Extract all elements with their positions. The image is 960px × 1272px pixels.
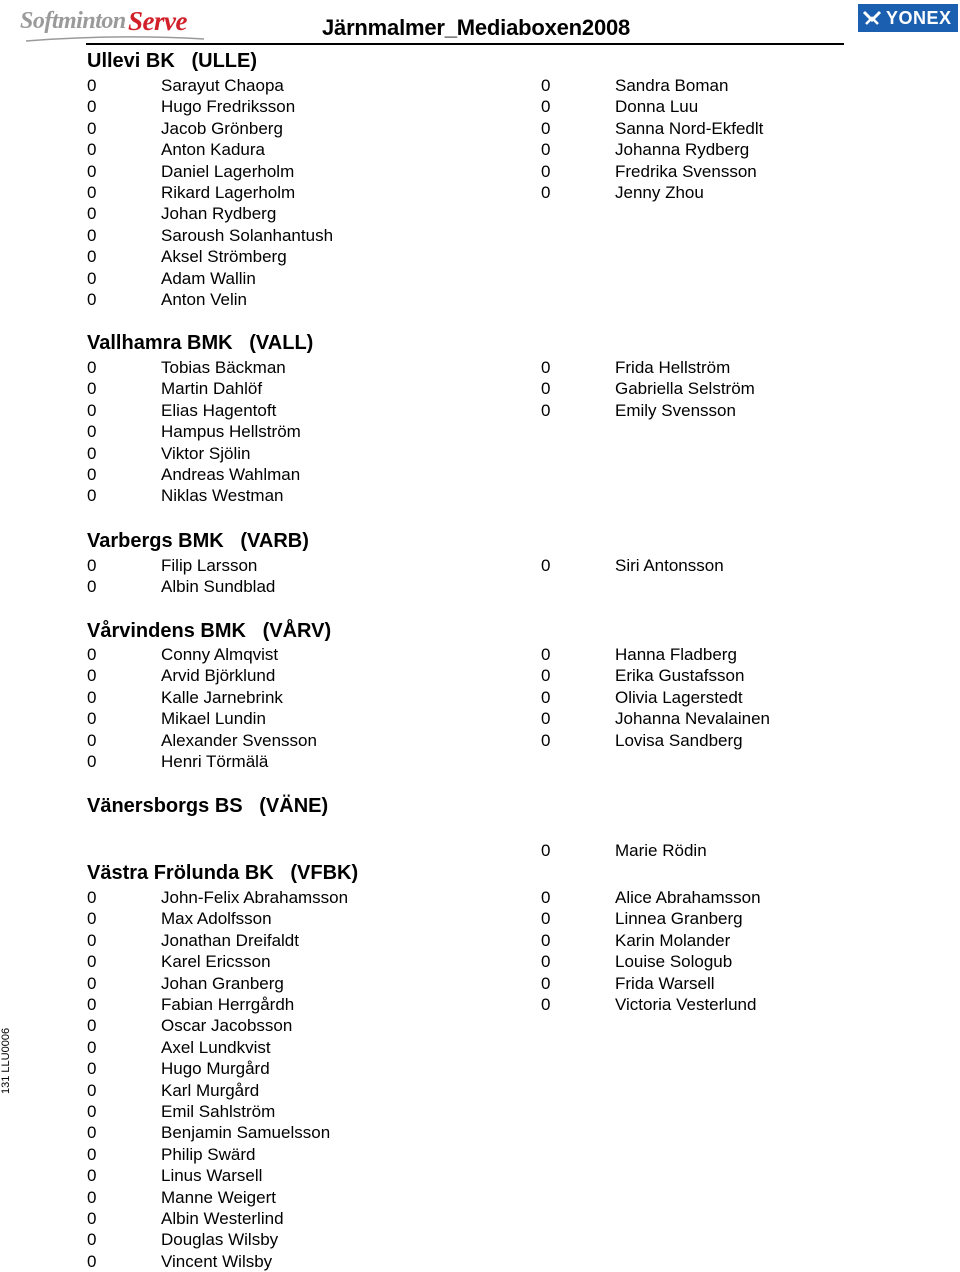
- player-number: 0: [87, 358, 97, 377]
- player-name: Viktor Sjölin: [161, 443, 251, 463]
- player-number: 0: [87, 1144, 97, 1164]
- player-name: Linnea Granberg: [615, 909, 743, 929]
- player-number: 0: [87, 118, 97, 138]
- player-name: Frida Hellström: [615, 358, 731, 377]
- player-name: Sarayut Chaopa: [161, 76, 284, 95]
- player-name: Elias Hagentoft: [161, 400, 277, 420]
- player-name: Anton Velin: [161, 290, 248, 309]
- player-number: 0: [87, 645, 97, 664]
- player-number: 0: [541, 909, 551, 929]
- player-name: Gabriella Selström: [615, 379, 755, 399]
- player-name: Hampus Hellström: [161, 422, 301, 442]
- player-number: 0: [87, 930, 97, 950]
- player-name: Hanna Fladberg: [615, 645, 737, 664]
- player-number: 0: [87, 161, 97, 181]
- player-number: 0: [87, 422, 97, 442]
- player-number: 0: [87, 687, 97, 707]
- player-name: Karin Molander: [615, 930, 731, 950]
- player-number: 0: [541, 995, 551, 1014]
- player-name: Karel Ericsson: [161, 952, 271, 972]
- player-name: Linus Warsell: [161, 1166, 263, 1186]
- player-name: Oscar Jacobsson: [161, 1016, 293, 1036]
- player-number: 0: [541, 400, 551, 420]
- player-name: Johanna Rydberg: [615, 140, 750, 160]
- player-number: 0: [541, 161, 551, 181]
- player-name: John-Felix Abrahamsson: [161, 888, 349, 907]
- player-number: 0: [87, 752, 97, 771]
- player-number: 0: [541, 930, 551, 950]
- player-number: 0: [87, 290, 97, 309]
- player-number: 0: [87, 1037, 97, 1057]
- player-number: 0: [87, 1251, 97, 1271]
- player-number: 0: [87, 140, 97, 160]
- player-name: Conny Almqvist: [161, 645, 279, 664]
- player-number: 0: [87, 97, 97, 117]
- yonex-logo: [858, 4, 958, 32]
- player-number: 0: [541, 118, 551, 138]
- player-name: Sanna Nord-Ekfedlt: [615, 118, 764, 138]
- player-name: Erika Gustafsson: [615, 666, 745, 686]
- player-number: 0: [87, 995, 97, 1014]
- club-title: Vårvindens BMK (VÅRV): [87, 620, 332, 642]
- player-name: Hugo Fredriksson: [161, 97, 296, 117]
- player-number: 0: [541, 358, 551, 377]
- player-name: Anton Kadura: [161, 140, 265, 160]
- player-name: Manne Weigert: [161, 1187, 276, 1207]
- player-name: Victoria Vesterlund: [615, 995, 757, 1014]
- player-name: Axel Lundkvist: [161, 1037, 271, 1057]
- player-number: 0: [541, 556, 551, 575]
- player-name: Kalle Jarnebrink: [161, 687, 283, 707]
- player-number: 0: [541, 76, 551, 95]
- player-number: 0: [87, 1209, 97, 1228]
- player-name: Tobias Bäckman: [161, 358, 286, 377]
- player-name: Benjamin Samuelsson: [161, 1123, 331, 1143]
- player-name: Johan Rydberg: [161, 204, 277, 224]
- player-name: Max Adolfsson: [161, 909, 272, 929]
- player-number: 0: [541, 730, 551, 750]
- softminton-serve-logo: [20, 6, 200, 44]
- player-name: Mikael Lundin: [161, 709, 266, 729]
- player-name: Albin Westerlind: [161, 1209, 284, 1228]
- player-name: Andreas Wahlman: [161, 465, 301, 484]
- player-number: 0: [87, 1080, 97, 1100]
- player-name: Adam Wallin: [161, 268, 256, 288]
- player-name: Jacob Grönberg: [161, 118, 283, 138]
- player-number: 0: [87, 76, 97, 95]
- player-number: 0: [541, 888, 551, 907]
- side-document-code: 131 LLU0006: [0, 1027, 12, 1094]
- yonex-logo-text: YONEX: [886, 7, 952, 28]
- logo-swoosh-icon: [26, 36, 204, 42]
- player-number: 0: [541, 709, 551, 729]
- player-name: Philip Swärd: [161, 1144, 256, 1164]
- player-name: Olivia Lagerstedt: [615, 687, 743, 707]
- player-name: Emily Svensson: [615, 400, 736, 420]
- player-name: Filip Larsson: [161, 556, 258, 575]
- club-title: Vänersborgs BS (VÄNE): [87, 795, 329, 817]
- player-name: Aksel Strömberg: [161, 247, 287, 267]
- player-number: 0: [87, 486, 97, 506]
- club-title: Varbergs BMK (VARB): [87, 530, 309, 552]
- player-number: 0: [541, 687, 551, 707]
- player-name: Lovisa Sandberg: [615, 730, 743, 750]
- player-number: 0: [541, 379, 551, 399]
- page-title: Järnmalmer_Mediaboxen2008: [322, 15, 631, 40]
- player-name: Hugo Murgård: [161, 1059, 270, 1079]
- player-number: 0: [87, 730, 97, 750]
- logo-word-softminton: Softminton: [20, 8, 126, 34]
- player-name: Johanna Nevalainen: [615, 709, 771, 729]
- player-number: 0: [87, 400, 97, 420]
- player-name: Marie Rödin: [615, 841, 707, 861]
- player-number: 0: [541, 973, 551, 993]
- player-name: Fredrika Svensson: [615, 161, 757, 181]
- player-number: 0: [87, 1123, 97, 1143]
- player-number: 0: [541, 183, 551, 202]
- player-name: Emil Sahlström: [161, 1102, 276, 1121]
- player-name: Frida Warsell: [615, 973, 715, 993]
- player-name: Alice Abrahamsson: [615, 888, 761, 907]
- player-name: Johan Granberg: [161, 973, 284, 993]
- player-name: Fabian Herrgårdh: [161, 995, 295, 1014]
- player-number: 0: [87, 556, 97, 575]
- player-name: Albin Sundblad: [161, 577, 276, 597]
- player-number: 0: [87, 379, 97, 399]
- player-number: 0: [87, 204, 97, 224]
- player-number: 0: [87, 247, 97, 267]
- player-number: 0: [87, 1230, 97, 1250]
- club-title: Västra Frölunda BK (VFBK): [87, 862, 359, 884]
- player-number: 0: [87, 465, 97, 484]
- player-number: 0: [87, 1166, 97, 1186]
- player-name: Jenny Zhou: [615, 183, 704, 202]
- player-number: 0: [541, 666, 551, 686]
- player-name: Douglas Wilsby: [161, 1230, 279, 1250]
- player-name: Arvid Björklund: [161, 666, 276, 686]
- player-number: 0: [87, 909, 97, 929]
- player-number: 0: [87, 577, 97, 597]
- player-name: Martin Dahlöf: [161, 379, 263, 399]
- player-number: 0: [541, 841, 551, 861]
- player-name: Louise Sologub: [615, 952, 733, 972]
- player-number: 0: [87, 1016, 97, 1036]
- player-number: 0: [87, 443, 97, 463]
- player-number: 0: [87, 973, 97, 993]
- player-name: Donna Luu: [615, 97, 699, 117]
- yonex-mark-icon: [862, 8, 882, 28]
- player-number: 0: [87, 1187, 97, 1207]
- player-number: 0: [87, 709, 97, 729]
- player-number: 0: [87, 666, 97, 686]
- player-name: Alexander Svensson: [161, 730, 317, 750]
- player-name: Sandra Boman: [615, 76, 729, 95]
- player-name: Vincent Wilsby: [161, 1251, 273, 1271]
- header-divider: [86, 43, 844, 45]
- player-number: 0: [541, 952, 551, 972]
- logo-word-serve: Serve: [128, 6, 187, 36]
- player-number: 0: [87, 1059, 97, 1079]
- player-number: 0: [541, 140, 551, 160]
- player-number: 0: [541, 97, 551, 117]
- player-name: Jonathan Dreifaldt: [161, 930, 299, 950]
- player-number: 0: [87, 888, 97, 907]
- player-number: 0: [87, 225, 97, 245]
- player-name: Siri Antonsson: [615, 556, 724, 575]
- player-name: Daniel Lagerholm: [161, 161, 295, 181]
- player-name: Henri Törmälä: [161, 752, 269, 771]
- player-number: 0: [87, 1102, 97, 1121]
- player-number: 0: [87, 183, 97, 202]
- player-name: Saroush Solanhantush: [161, 225, 334, 245]
- player-name: Karl Murgård: [161, 1080, 260, 1100]
- player-number: 0: [541, 645, 551, 664]
- club-title: Vallhamra BMK (VALL): [87, 332, 314, 354]
- player-name: Rikard Lagerholm: [161, 183, 296, 202]
- player-number: 0: [87, 952, 97, 972]
- player-number: 0: [87, 268, 97, 288]
- player-name: Niklas Westman: [161, 486, 284, 506]
- club-title: Ullevi BK (ULLE): [87, 50, 258, 72]
